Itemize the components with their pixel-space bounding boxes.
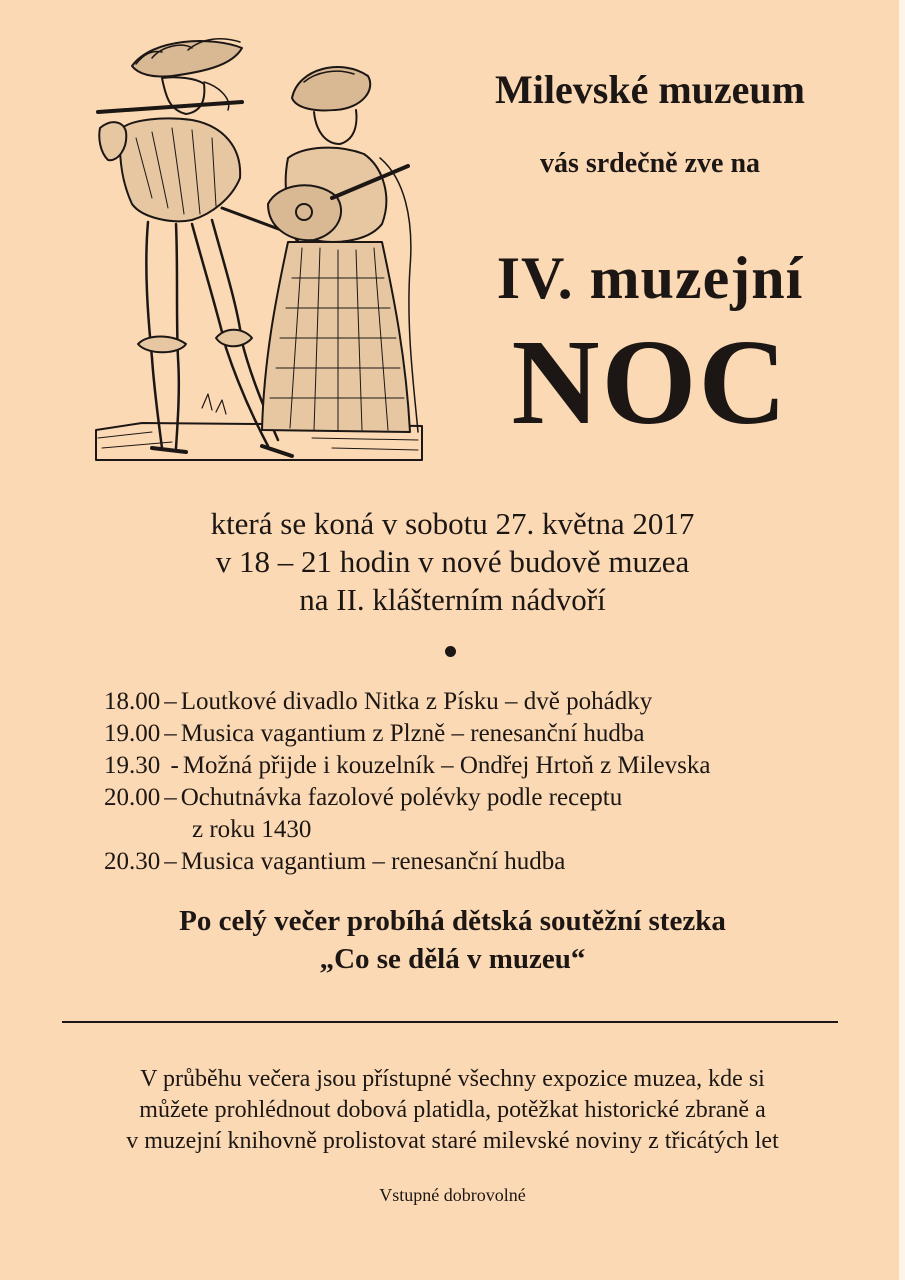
admission-note: Vstupné dobrovolné <box>379 1185 526 1205</box>
program-text: Ochutnávka fazolové polévky podle receptu <box>180 784 623 811</box>
museum-name: Milevské muzeum <box>495 67 805 112</box>
program-text: Možná přijde i kouzelník – Ondřej Hrtoň z Milevska <box>182 752 711 779</box>
program-list <box>104 686 804 878</box>
invitation-line: vás srdečně zve na <box>539 148 761 179</box>
program-time: 20.30 <box>104 848 161 875</box>
program-time: 19.30 <box>104 752 161 779</box>
event-place-line: na II. klášterním nádvoří <box>299 582 606 617</box>
program-separator: – <box>164 688 177 715</box>
program-item <box>104 782 804 814</box>
program-text: Loutkové divadlo Nitka z Písku – dvě pohádky <box>180 688 653 715</box>
program-item <box>104 718 804 750</box>
event-details <box>0 505 905 619</box>
program-item <box>104 846 804 878</box>
program-time: 19.00 <box>104 720 161 747</box>
trail-name: „Co se dělá v muzeu“ <box>319 943 586 975</box>
program-time: 18.00 <box>104 688 161 715</box>
notice-line: v muzejní knihovně prolistovat staré milevské noviny z třicátých let <box>126 1128 779 1154</box>
exhibition-notice <box>0 1064 905 1157</box>
event-edition: IV. muzejní <box>496 245 804 311</box>
event-title: NOC <box>511 315 789 450</box>
renaissance-musicians-woodcut-icon <box>92 28 424 468</box>
bullet-divider <box>445 646 456 657</box>
notice-line: V průběhu večera jsou přístupné všechny expozice muzea, kde si <box>140 1066 765 1092</box>
trail-line: Po celý večer probíhá dětská soutěžní stezka <box>179 905 726 937</box>
program-time: 20.00 <box>104 784 161 811</box>
program-item-continuation: z roku 1430 <box>192 816 312 843</box>
notice-line: můžete prohlédnout dobová platidla, potěžkat historické zbraně a <box>139 1097 766 1123</box>
program-text: Musica vagantium z Plzně – renesanční hudba <box>180 720 645 747</box>
program-separator: – <box>164 848 177 875</box>
children-trail-notice <box>0 902 905 978</box>
program-separator: - <box>164 752 179 779</box>
program-item <box>104 750 804 782</box>
program-item <box>104 686 804 718</box>
program-text: Musica vagantium – renesanční hudba <box>180 848 566 875</box>
program-separator: – <box>164 720 177 747</box>
event-date-line: která se koná v sobotu 27. května 2017 <box>210 506 695 541</box>
program-separator: – <box>164 784 177 811</box>
event-time-line: v 18 – 21 hodin v nové budově muzea <box>215 544 690 579</box>
horizontal-divider <box>62 1021 838 1023</box>
